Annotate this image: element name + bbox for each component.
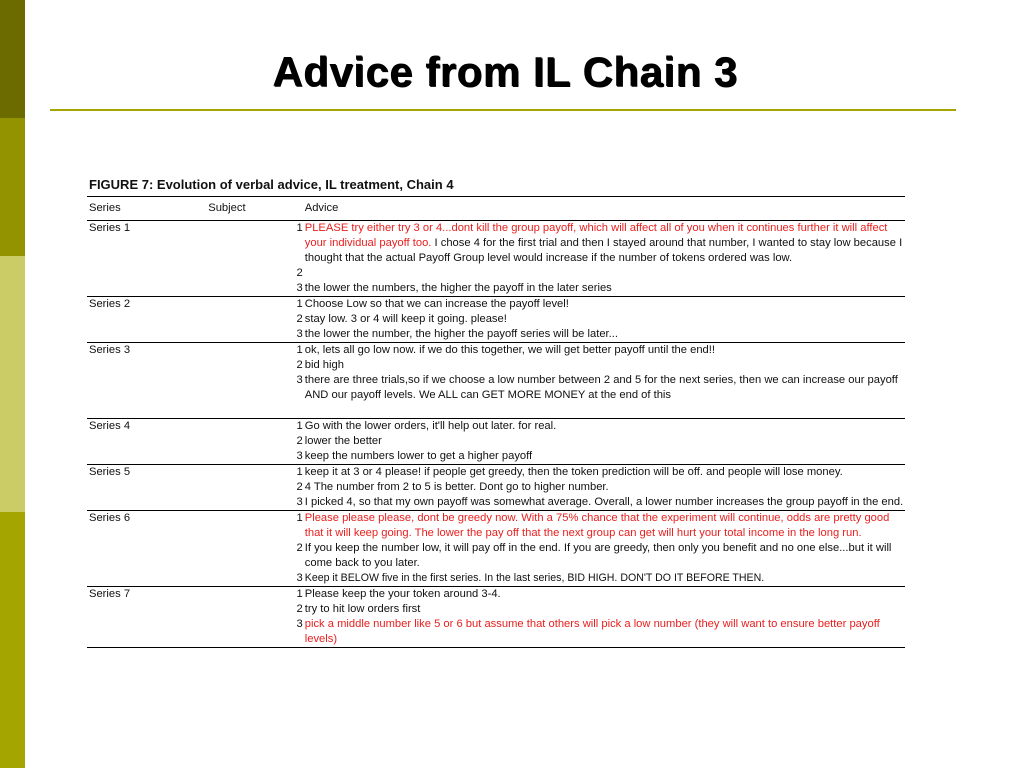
table-row (87, 495, 905, 511)
spacer-cell (87, 403, 206, 419)
advice-cell: Go with the lower orders, it'll help out later. for real. (304, 420, 557, 432)
subject-cell: 3 (206, 327, 303, 343)
slide-title: Advice from IL Chain 3 (272, 48, 738, 95)
table-header-row (87, 197, 905, 221)
advice-cell: Keep it BELOW five in the first series. In the last series, BID HIGH. DON'T DO IT BEFORE THEN. (303, 571, 905, 587)
table-row (87, 343, 905, 359)
side-bar-segment (0, 256, 25, 512)
table-row-spacer (87, 403, 905, 419)
subject-cell: 1 (296, 512, 303, 524)
series-cell (87, 495, 206, 511)
subject-cell: 2 (296, 435, 303, 447)
table-row (87, 480, 905, 495)
title-underline (50, 109, 956, 111)
advice-cell: Please please please, dont be greedy now. With a 75% chance that the experiment will continue, odds are pretty good that it will keep going. The lower the pay off that the next group can get will hurt your total income in the long run. (304, 512, 890, 539)
subject-cell: 1 (296, 344, 303, 356)
subject-cell: 1 (296, 466, 303, 478)
advice-text: I chose 4 for the first trial and then I stayed around that number, I wanted to stay low because I thought that the actual Payoff Group level would increase if the number of tokens ordered was low. (304, 237, 903, 264)
subject-cell: 2 (296, 603, 303, 615)
series-cell: Series 5 (89, 466, 131, 478)
advice-cell: stay low. 3 or 4 will keep it going. please! (304, 313, 507, 325)
figure (87, 176, 905, 648)
series-cell (87, 571, 206, 587)
advice-cell: If you keep the number low, it will pay off in the end. If you are greedy, then only you benefit and no one else...but it will come back to you later. (304, 542, 892, 569)
table-row (87, 511, 905, 542)
series-cell (87, 266, 206, 281)
advice-cell: keep it at 3 or 4 please! if people get greedy, then the token prediction will be off. and people will lose money. (304, 466, 843, 478)
table-row (87, 419, 905, 435)
advice-cell: 4 The number from 2 to 5 is better. Dont go to higher number. (304, 481, 609, 493)
series-cell (87, 327, 206, 343)
advice-cell: try to hit low orders first (304, 603, 421, 615)
table-row (87, 373, 905, 403)
header-advice: Advice (303, 197, 905, 221)
advice-cell: Please keep the your token around 3-4. (304, 588, 501, 600)
table-row (87, 281, 905, 297)
subject-cell: 1 (296, 420, 303, 432)
subject-cell: 2 (296, 542, 303, 554)
side-bar-segment (0, 118, 25, 256)
header-series: Series (87, 197, 206, 221)
series-cell (87, 358, 206, 373)
table-row (87, 266, 905, 281)
advice-cell: there are three trials,so if we choose a low number between 2 and 5 for the next series, then we can increase our payoff AND our payoff levels. We ALL can GET MORE MONEY at the end of this (304, 374, 898, 401)
subject-cell: 1 (296, 588, 303, 600)
series-cell (87, 617, 206, 648)
subject-cell: 2 (296, 359, 303, 371)
advice-cell: bid high (304, 359, 344, 371)
series-cell (87, 480, 206, 495)
series-cell: Series 3 (89, 344, 131, 356)
series-cell (87, 434, 206, 449)
advice-cell: pick a middle number like 5 or 6 but assume that others will pick a low number (they will want to ensure better payoff levels) (303, 617, 905, 648)
advice-cell (303, 266, 905, 281)
series-cell (87, 602, 206, 617)
spacer-cell (303, 403, 905, 419)
table-row (87, 465, 905, 481)
series-cell: Series 4 (89, 420, 131, 432)
advice-red-text: PLEASE try either try 3 or 4...dont kill the group payoff, which will affect all of you when it continues further it will affect your individual payoff too. (304, 222, 888, 249)
subject-cell: 1 (296, 298, 303, 310)
spacer-cell (206, 403, 303, 419)
subject-cell: 3 (296, 374, 303, 386)
subject-cell: 3 (206, 617, 303, 648)
subject-cell: 2 (296, 481, 303, 493)
figure-caption: FIGURE 7: Evolution of verbal advice, IL treatment, Chain 4 (89, 177, 454, 192)
side-accent-bar (0, 0, 25, 768)
advice-cell: I picked 4, so that my own payoff was somewhat average. Overall, a lower number increases the group payoff in the end. (303, 495, 905, 511)
series-cell (87, 312, 206, 327)
advice-cell: the lower the numbers, the higher the payoff in the later series (303, 281, 905, 297)
subject-cell: 3 (206, 449, 303, 465)
table-row (87, 327, 905, 343)
advice-cell: keep the numbers lower to get a higher payoff (303, 449, 905, 465)
table-row (87, 221, 905, 267)
series-cell (87, 281, 206, 297)
series-cell (87, 449, 206, 465)
advice-cell: lower the better (304, 435, 382, 447)
table-row (87, 602, 905, 617)
advice-cell (303, 221, 905, 267)
subject-cell: 2 (296, 313, 303, 325)
table-row (87, 617, 905, 648)
table-row (87, 541, 905, 571)
series-cell: Series 2 (89, 298, 131, 310)
advice-cell: Choose Low so that we can increase the payoff level! (304, 298, 569, 310)
table-row (87, 449, 905, 465)
advice-table (87, 196, 905, 648)
advice-cell: ok, lets all go low now. if we do this together, we will get better payoff until the end!! (304, 344, 715, 356)
table-row (87, 312, 905, 327)
advice-cell: the lower the number, the higher the payoff series will be later... (303, 327, 905, 343)
table-row (87, 434, 905, 449)
series-cell (87, 541, 206, 571)
header-subject: Subject (206, 197, 303, 221)
table-row (87, 297, 905, 313)
table-row (87, 358, 905, 373)
series-cell: Series 7 (89, 588, 131, 600)
series-cell: Series 1 (89, 222, 131, 234)
subject-cell: 1 (296, 222, 303, 234)
side-bar-segment (0, 512, 25, 768)
table-row (87, 571, 905, 587)
series-cell (87, 373, 206, 403)
subject-cell: 3 (206, 495, 303, 511)
table-row (87, 587, 905, 603)
subject-cell: 3 (206, 571, 303, 587)
series-cell: Series 6 (89, 512, 131, 524)
subject-cell: 3 (206, 281, 303, 297)
subject-cell: 2 (296, 267, 303, 279)
